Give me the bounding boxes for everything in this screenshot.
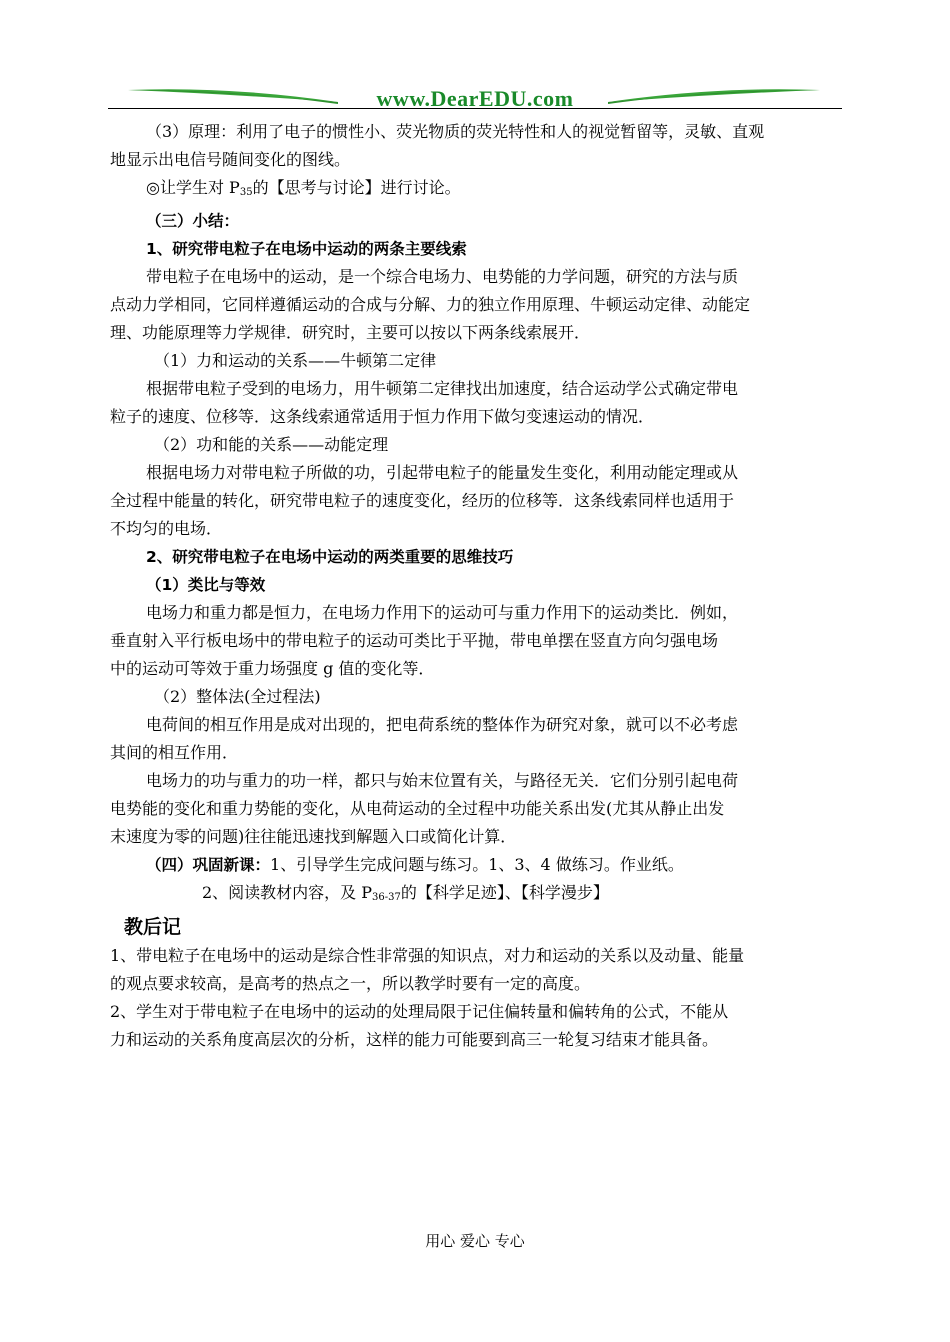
paragraph-line: 粒子的速度、位移等．这条线索通常适用于恒力作用下做匀变速运动的情况． [110,407,655,426]
text-run: ◎让学生对 P [146,178,240,197]
paragraph-line: 电势能的变化和重力势能的变化，从电荷运动的全过程中功能关系出发(尤其从静止出发 [110,799,725,818]
page-subscript: 35 [239,187,253,198]
paragraph-line: 不均匀的电场． [110,519,223,538]
subsection-heading: （1）类比与等效 [146,576,266,594]
paragraph-line [110,879,843,912]
text-run: 的【思考与讨论】进行讨论。 [252,178,461,197]
section-heading: （四）巩固新课： [146,856,271,874]
paragraph-line: （2）功和能的关系——动能定理 [154,435,389,454]
text-run: 2、阅读教材内容，及 P [202,883,373,902]
paragraph-line: 带电粒子在电场中的运动，是一个综合电场力、电势能的力学问题，研究的方法与质 [146,267,739,286]
paragraph-line: 电场力的功与重力的功一样，都只与始末位置有关，与路径无关．它们分别引起电荷 [146,771,739,790]
paragraph-line: 理、功能原理等力学规律．研究时，主要可以按以下两条线索展开． [110,323,591,342]
paragraph-line: 电场力和重力都是恒力，在电场力作用下的运动可与重力作用下的运动类比．例如， [146,603,739,622]
paragraph-line: （3）原理：利用了电子的惯性小、荧光物质的荧光特性和人的视觉暂留等，灵敏、直观 [146,122,765,141]
paragraph-line: 1、带电粒子在电场中的运动是综合性非常强的知识点，对力和运动的关系以及动量、能量 [110,946,745,965]
paragraph-line [110,174,843,207]
section-heading: 教后记 [124,916,182,938]
paragraph-line: 其间的相互作用． [110,743,239,762]
page-footer: 用心 爱心 专心 [425,1232,525,1250]
text-run: 1、引导学生完成问题与练习。1、3、4 做练习。作业纸。 [270,855,684,874]
text-run: 的【科学足迹】、【科学漫步】 [400,883,609,902]
paragraph-line: 2、学生对于带电粒子在电场中的运动的处理局限于记住偏转量和偏转角的公式，不能从 [110,1002,729,1021]
paragraph-line: 点动力学相同，它同样遵循运动的合成与分解、力的独立作用原理、牛顿运动定律、动能定 [110,295,751,314]
paragraph-line: 地显示出电信号随间变化的图线。 [110,150,351,169]
paragraph-line [110,851,843,879]
paragraph-line: 全过程中能量的转化，研究带电粒子的速度变化，经历的位移等．这条线索同样也适用于 [110,491,735,510]
paragraph-line: （2）整体法(全过程法) [154,687,321,706]
paragraph-line: 中的运动可等效于重力场强度 g 值的变化等． [110,659,435,678]
paragraph-line: 根据电场力对带电粒子所做的功，引起带电粒子的能量发生变化，利用动能定理或从 [146,463,739,482]
document-body [110,118,843,1054]
section-heading: （三）小结： [146,212,240,230]
subsection-heading: 2、研究带电粒子在电场中运动的两类重要的思维技巧 [146,548,514,566]
paragraph-line: （1）力和运动的关系——牛顿第二定律 [154,351,437,370]
paragraph-line: 力和运动的关系角度高层次的分析，这样的能力可能要到高三一轮复习结束才能具备。 [110,1030,719,1049]
paragraph-line: 根据带电粒子受到的电场力，用牛顿第二定律找出加速度，结合运动学公式确定带电 [146,379,739,398]
paragraph-line: 电荷间的相互作用是成对出现的，把电荷系统的整体作为研究对象，就可以不必考虑 [146,715,739,734]
header-divider [108,108,842,109]
paragraph-line: 的观点要求较高，是高考的热点之一，所以教学时要有一定的高度。 [110,974,591,993]
paragraph-line: 垂直射入平行板电场中的带电粒子的运动可类比于平抛，带电单摆在竖直方向匀强电场 [110,631,719,650]
site-logo-text: www.DearEDU.com [376,86,574,111]
page-subscript: 36-37 [372,892,401,903]
subsection-heading: 1、研究带电粒子在电场中运动的两条主要线索 [146,240,467,258]
paragraph-line: 末速度为零的问题)往往能迅速找到解题入口或简化计算． [110,827,517,846]
